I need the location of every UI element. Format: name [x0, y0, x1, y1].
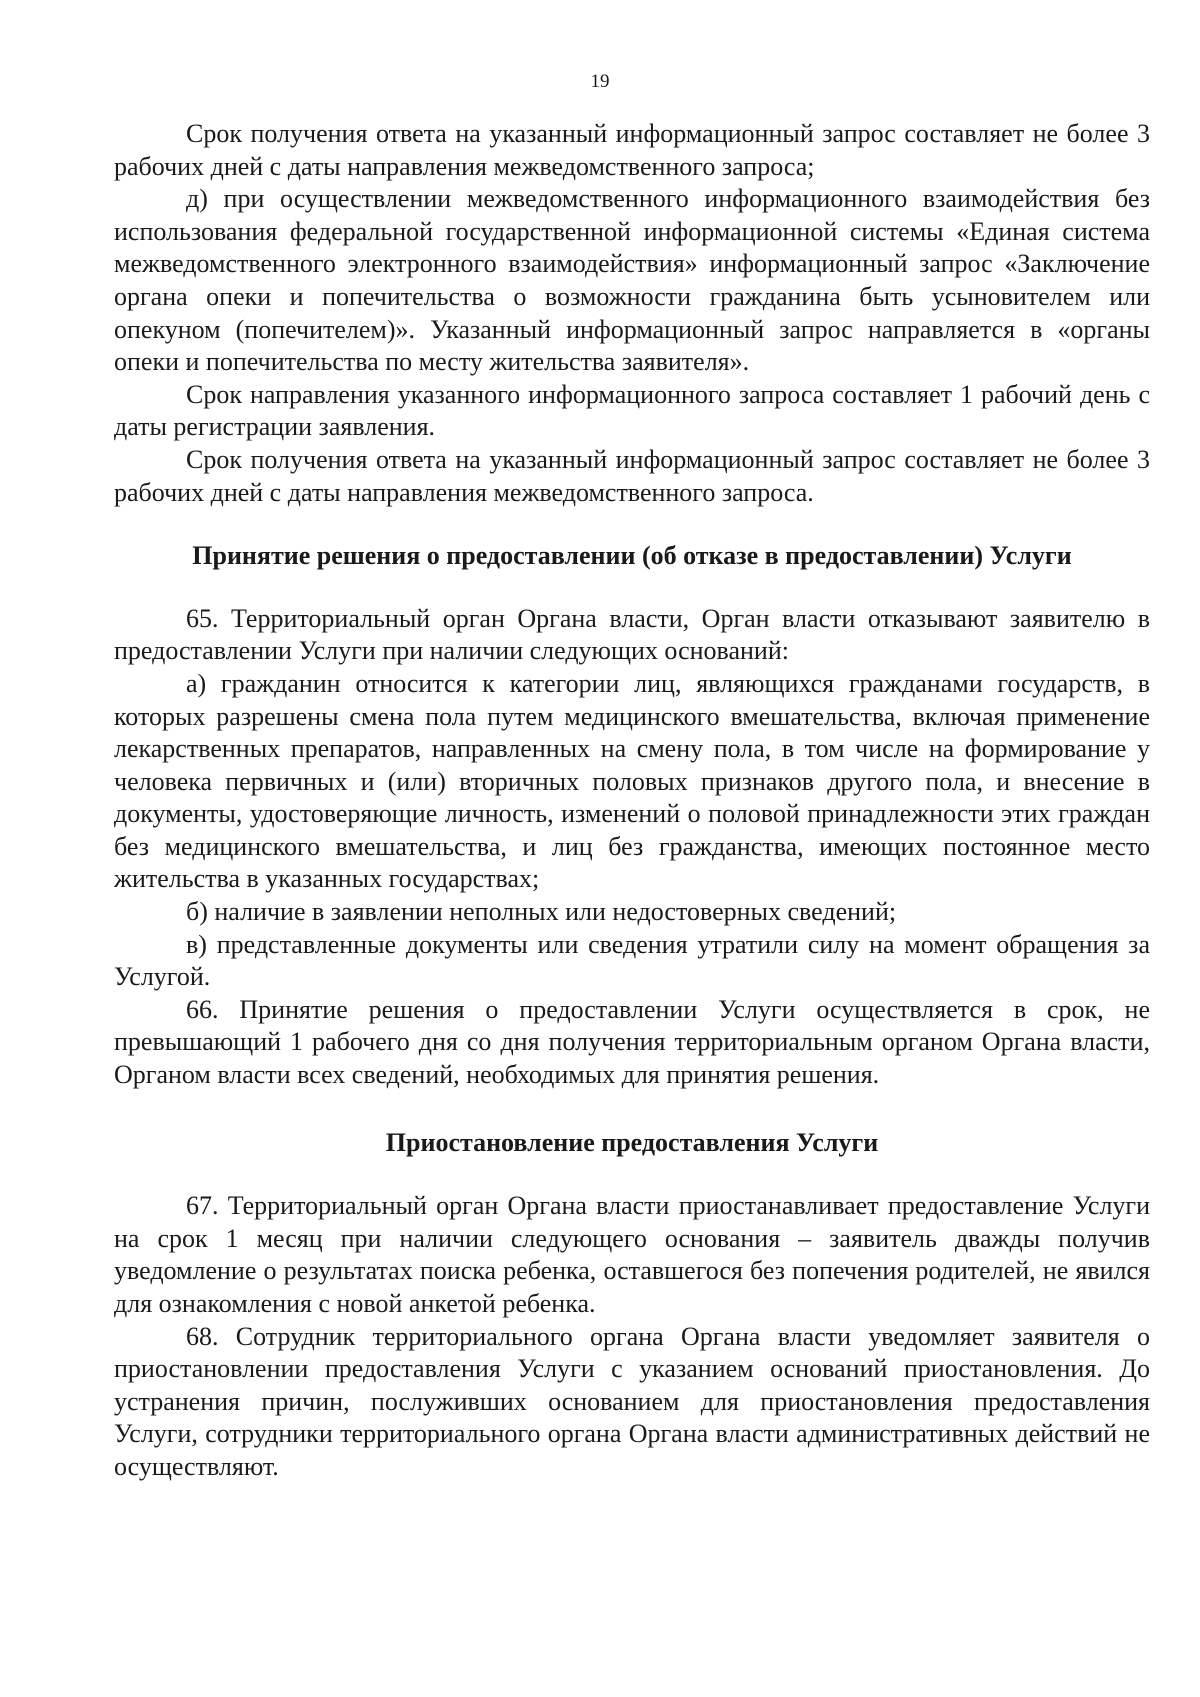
- paragraph: б) наличие в заявлении неполных или недостоверных сведений;: [186, 897, 897, 927]
- paragraph: 67. Территориальный орган Органа власти приостанавливает предоставление Услуги на срок 1 месяц при наличии следующего основания – заявитель дважды получив уведомление о результатах поиска ребенка, оставшегося без попечения родителей, не явился для ознакомления с новой анкетой ребенка.: [114, 1191, 1150, 1318]
- paragraph: 66. Принятие решения о предоставлении Услуги осуществляется в срок, не превышающий 1 рабочего дня со дня получения территориальным органом Органа власти, Органом власти всех сведений, необходимых для принятия решения.: [114, 994, 1150, 1090]
- page-number: 19: [590, 71, 610, 92]
- paragraph: д) при осуществлении межведомственного информационного взаимодействия без использования федеральной государственной информационной системы «Единая система межведомственного электронного взаимодействия» информационный запрос «Заключение органа опеки и попечительства о возможности гражданина быть усыновителем или опекуном (попечителем)». Указанный информационный запрос направляется в «органы опеки и попечительства по месту жительства заявителя».: [114, 184, 1150, 377]
- paragraph: Срок направления указанного информационного запроса составляет 1 рабочий день с даты регистрации заявления.: [114, 379, 1150, 442]
- section-heading: Принятие решения о предоставлении (об отказе в предоставлении) Услуги: [192, 541, 1072, 571]
- section-heading: Приостановление предоставления Услуги: [385, 1127, 879, 1157]
- paragraph: а) гражданин относится к категории лиц, являющихся гражданами государств, в которых разрешены смена пола путем медицинского вмешательства, включая применение лекарственных препаратов, направленных на смену пола, в том числе на формирование у человека первичных и (или) вторичных половых признаков другого пола, и внесение в документы, удостоверяющие личность, изменений о половой принадлежности этих граждан без медицинского вмешательства, и лиц без гражданства, имеющих постоянное место жительства в указанных государствах;: [114, 668, 1150, 894]
- paragraph: 68. Сотрудник территориального органа Органа власти уведомляет заявителя о приостановлении предоставления Услуги с указанием оснований приостановления. До устранения причин, послуживших основанием для приостановления предоставления Услуги, сотрудники территориального органа Органа власти административных действий не осуществляют.: [114, 1321, 1150, 1481]
- paragraph: 65. Территориальный орган Органа власти, Орган власти отказывают заявителю в предоставлении Услуги при наличии следующих оснований:: [114, 603, 1150, 666]
- paragraph: Срок получения ответа на указанный информационный запрос составляет не более 3 рабочих дней с даты направления межведомственного запроса;: [114, 119, 1150, 181]
- paragraph: Срок получения ответа на указанный информационный запрос составляет не более 3 рабочих дней с даты направления межведомственного запроса.: [114, 444, 1150, 507]
- paragraph: в) представленные документы или сведения утратили силу на момент обращения за Услугой.: [114, 929, 1150, 992]
- document-body: [114, 118, 1150, 1484]
